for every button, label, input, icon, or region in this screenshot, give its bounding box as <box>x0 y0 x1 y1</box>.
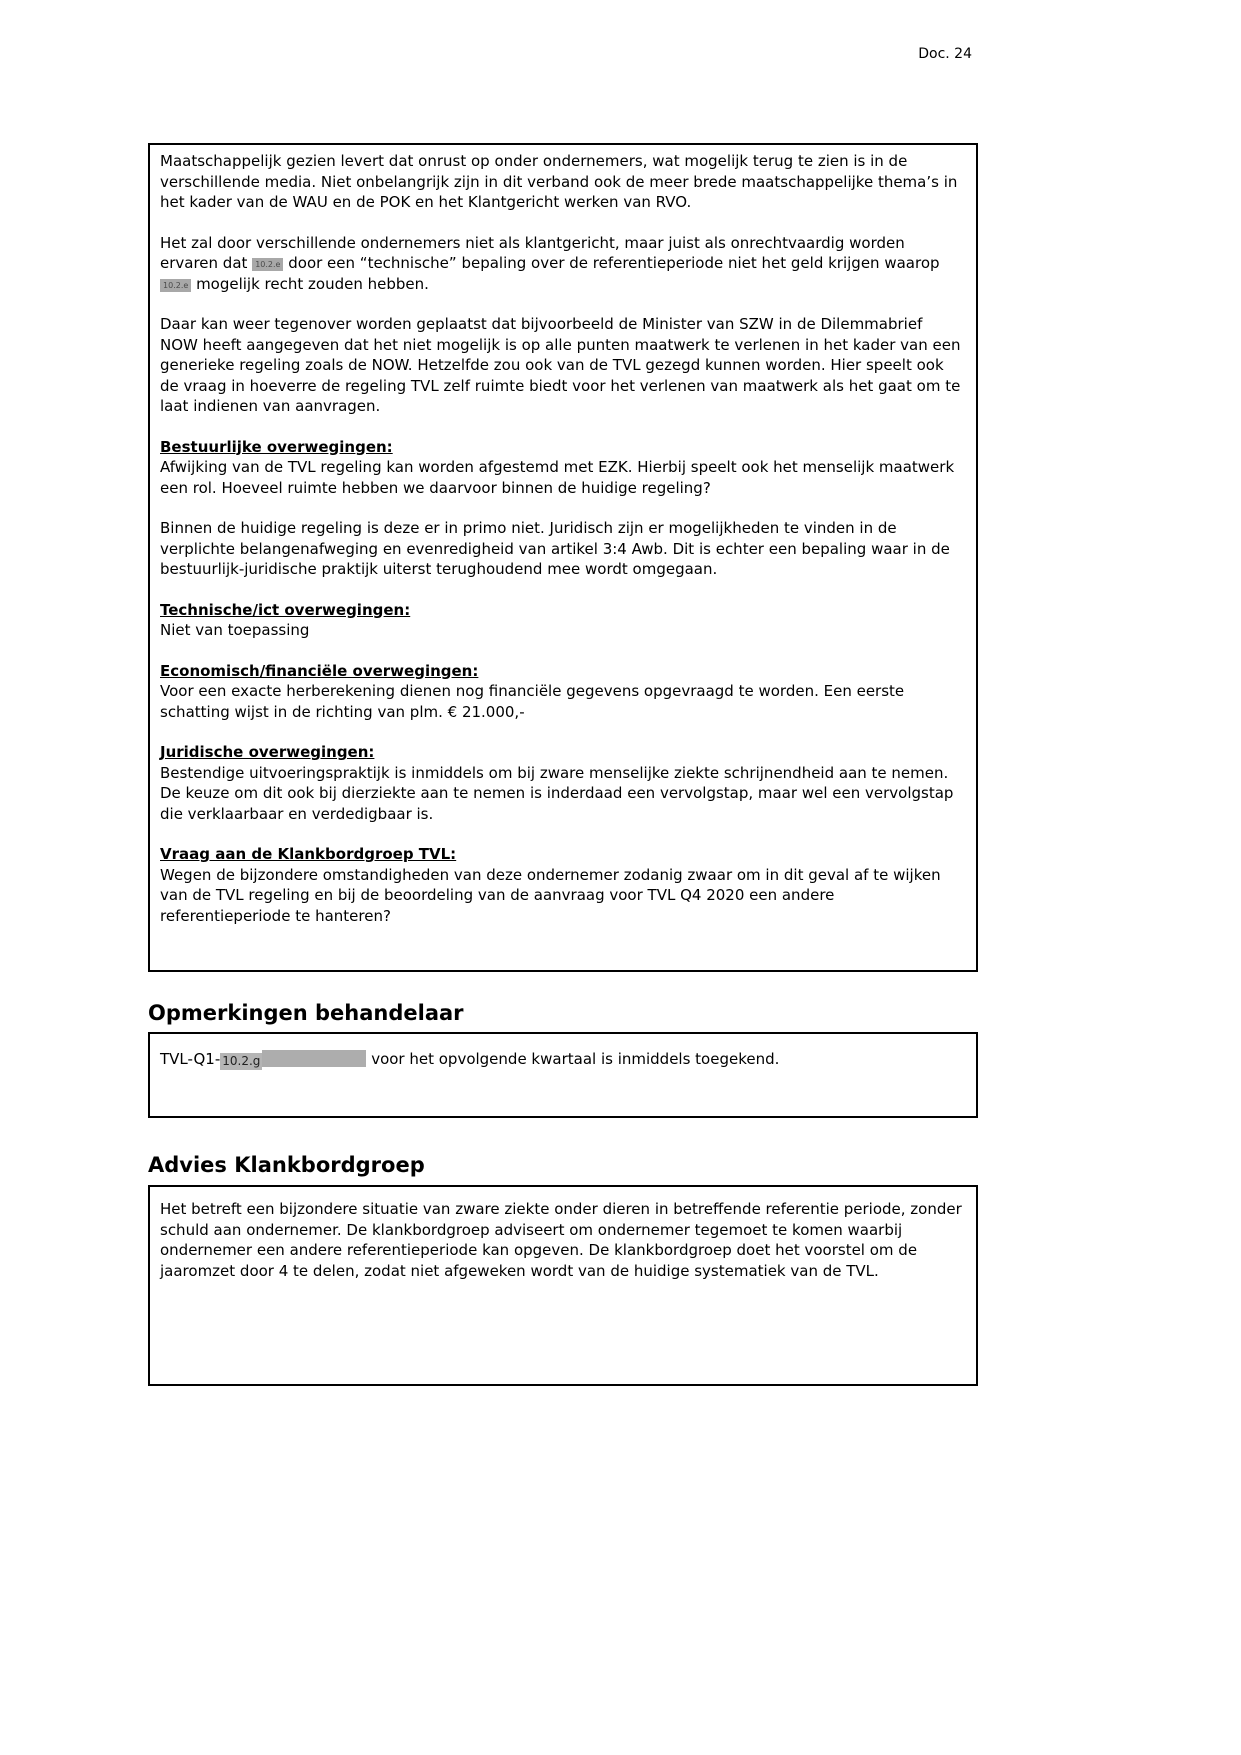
redaction-box: 10.2.e <box>252 258 283 271</box>
paragraph-economisch: Voor een exacte herberekening dienen nog financiële gegevens opgevraagd te worden. Een eerste schatting wijst in de richting van plm. € 21.000,- <box>160 682 905 721</box>
subheading-economische-overwegingen: Economisch/financiële overwegingen: <box>160 661 479 680</box>
opmerkingen-behandelaar-heading: Opmerkingen behandelaar <box>148 1001 464 1025</box>
subheading-juridische-overwegingen: Juridische overwegingen: <box>160 743 375 761</box>
paragraph-bestuurlijk-1: Afwijking van de TVL regeling kan worden afgestemd met EZK. Hierbij speelt ook het menselijk maatwerk een rol. Hoeveel ruimte hebben we daarvoor binnen de huidige regeling? <box>160 458 955 497</box>
paragraph-juridisch: Bestendige uitvoeringspraktijk is inmiddels om bij zware menselijke ziekte schrijnendheid aan te nemen. De keuze om dit ook bij dierziekte aan te nemen is inderdaad een vervolgstap, maar wel een vervolgstap die verklaarbaar en verdedigbaar is. <box>160 763 954 823</box>
redaction-box <box>262 1050 366 1067</box>
paragraph-maatschappelijk: Maatschappelijk gezien levert dat onrust op onder ondernemers, wat mogelijk terug te zien is in de verschillende media. Niet onbelangrijk zijn in dit verband ook de meer brede maatschappelijke thema’s in het kader van de WAU en de POK en het Klantgericht werken van RVO. <box>160 152 958 211</box>
redaction-code: 10.2.g <box>222 1054 261 1068</box>
advies-klankbordgroep-heading: Advies Klankbordgroep <box>148 1153 425 1177</box>
paragraph-daar: Daar kan weer tegenover worden geplaatst dat bijvoorbeeld de Minister van SZW in de Dilemmabrief NOW heeft aangegeven dat het niet mogelijk is op alle punten maatwerk te verlenen in het kader van een generieke regeling zoals de NOW. Hetzelfde zou ook van de TVL gezegd kunnen worden. Hier speelt ook de vraag in hoeverre de regeling TVL zelf ruimte biedt voor het verlenen van maatwerk als het gaat om te laat indienen van aanvragen. <box>160 315 961 415</box>
paragraph-vraag: Wegen de bijzondere omstandigheden van deze ondernemer zodanig zwaar om in dit geval af te wijken van de TVL regeling en bij de beoordeling van de aanvraag voor TVL Q4 2020 een andere referentieperiode te hanteren? <box>160 865 941 925</box>
text-segment: TVL-Q1- <box>160 1050 221 1068</box>
redaction-box: 10.2.e <box>160 279 191 292</box>
paragraph-klantgericht <box>160 233 964 295</box>
text-segment: door een “technische” bepaling over de referentieperiode niet het geld krijgen waarop <box>288 254 940 272</box>
paragraph-bestuurlijk-2: Binnen de huidige regeling is deze er in primo niet. Juridisch zijn er mogelijkheden te vinden in de verplichte belangenafweging en evenredigheid van artikel 3:4 Awb. Dit is echter een bepaling waar in de bestuurlijk-juridische praktijk uiterst terughoudend mee wordt omgegaan. <box>160 519 950 578</box>
advies-box <box>148 1185 978 1386</box>
paragraph-technisch: Niet van toepassing <box>160 621 310 639</box>
paragraph-advies: Het betreft een bijzondere situatie van zware ziekte onder dieren in betreffende referentie periode, zonder schuld aan ondernemer. De klankbordgroep adviseert om ondernemer tegemoet te komen waarbij ondernemer een andere referentieperiode kan opgeven. De klankbordgroep doet het voorstel om de jaaromzet door 4 te delen, zodat niet afgeweken wordt van de huidige systematiek van de TVL. <box>160 1200 962 1280</box>
doc-number: Doc. 24 <box>918 46 972 62</box>
text-segment: Het zal door verschillende ondernemers niet als klantgericht, maar juist als onrechtvaardig worden ervaren dat <box>160 233 905 272</box>
subheading-bestuurlijke-overwegingen: Bestuurlijke overwegingen: <box>160 437 393 456</box>
subheading-technische-overwegingen: Technische/ict overwegingen: <box>160 600 411 619</box>
remark-line <box>160 1049 964 1070</box>
assessment-box <box>148 143 978 972</box>
subheading-vraag-klankbordgroep: Vraag aan de Klankbordgroep TVL: <box>160 845 457 863</box>
opmerkingen-box <box>148 1032 978 1118</box>
text-segment: voor het opvolgende kwartaal is inmiddels toegekend. <box>371 1050 780 1068</box>
text-segment: mogelijk recht zouden hebben. <box>196 274 429 293</box>
